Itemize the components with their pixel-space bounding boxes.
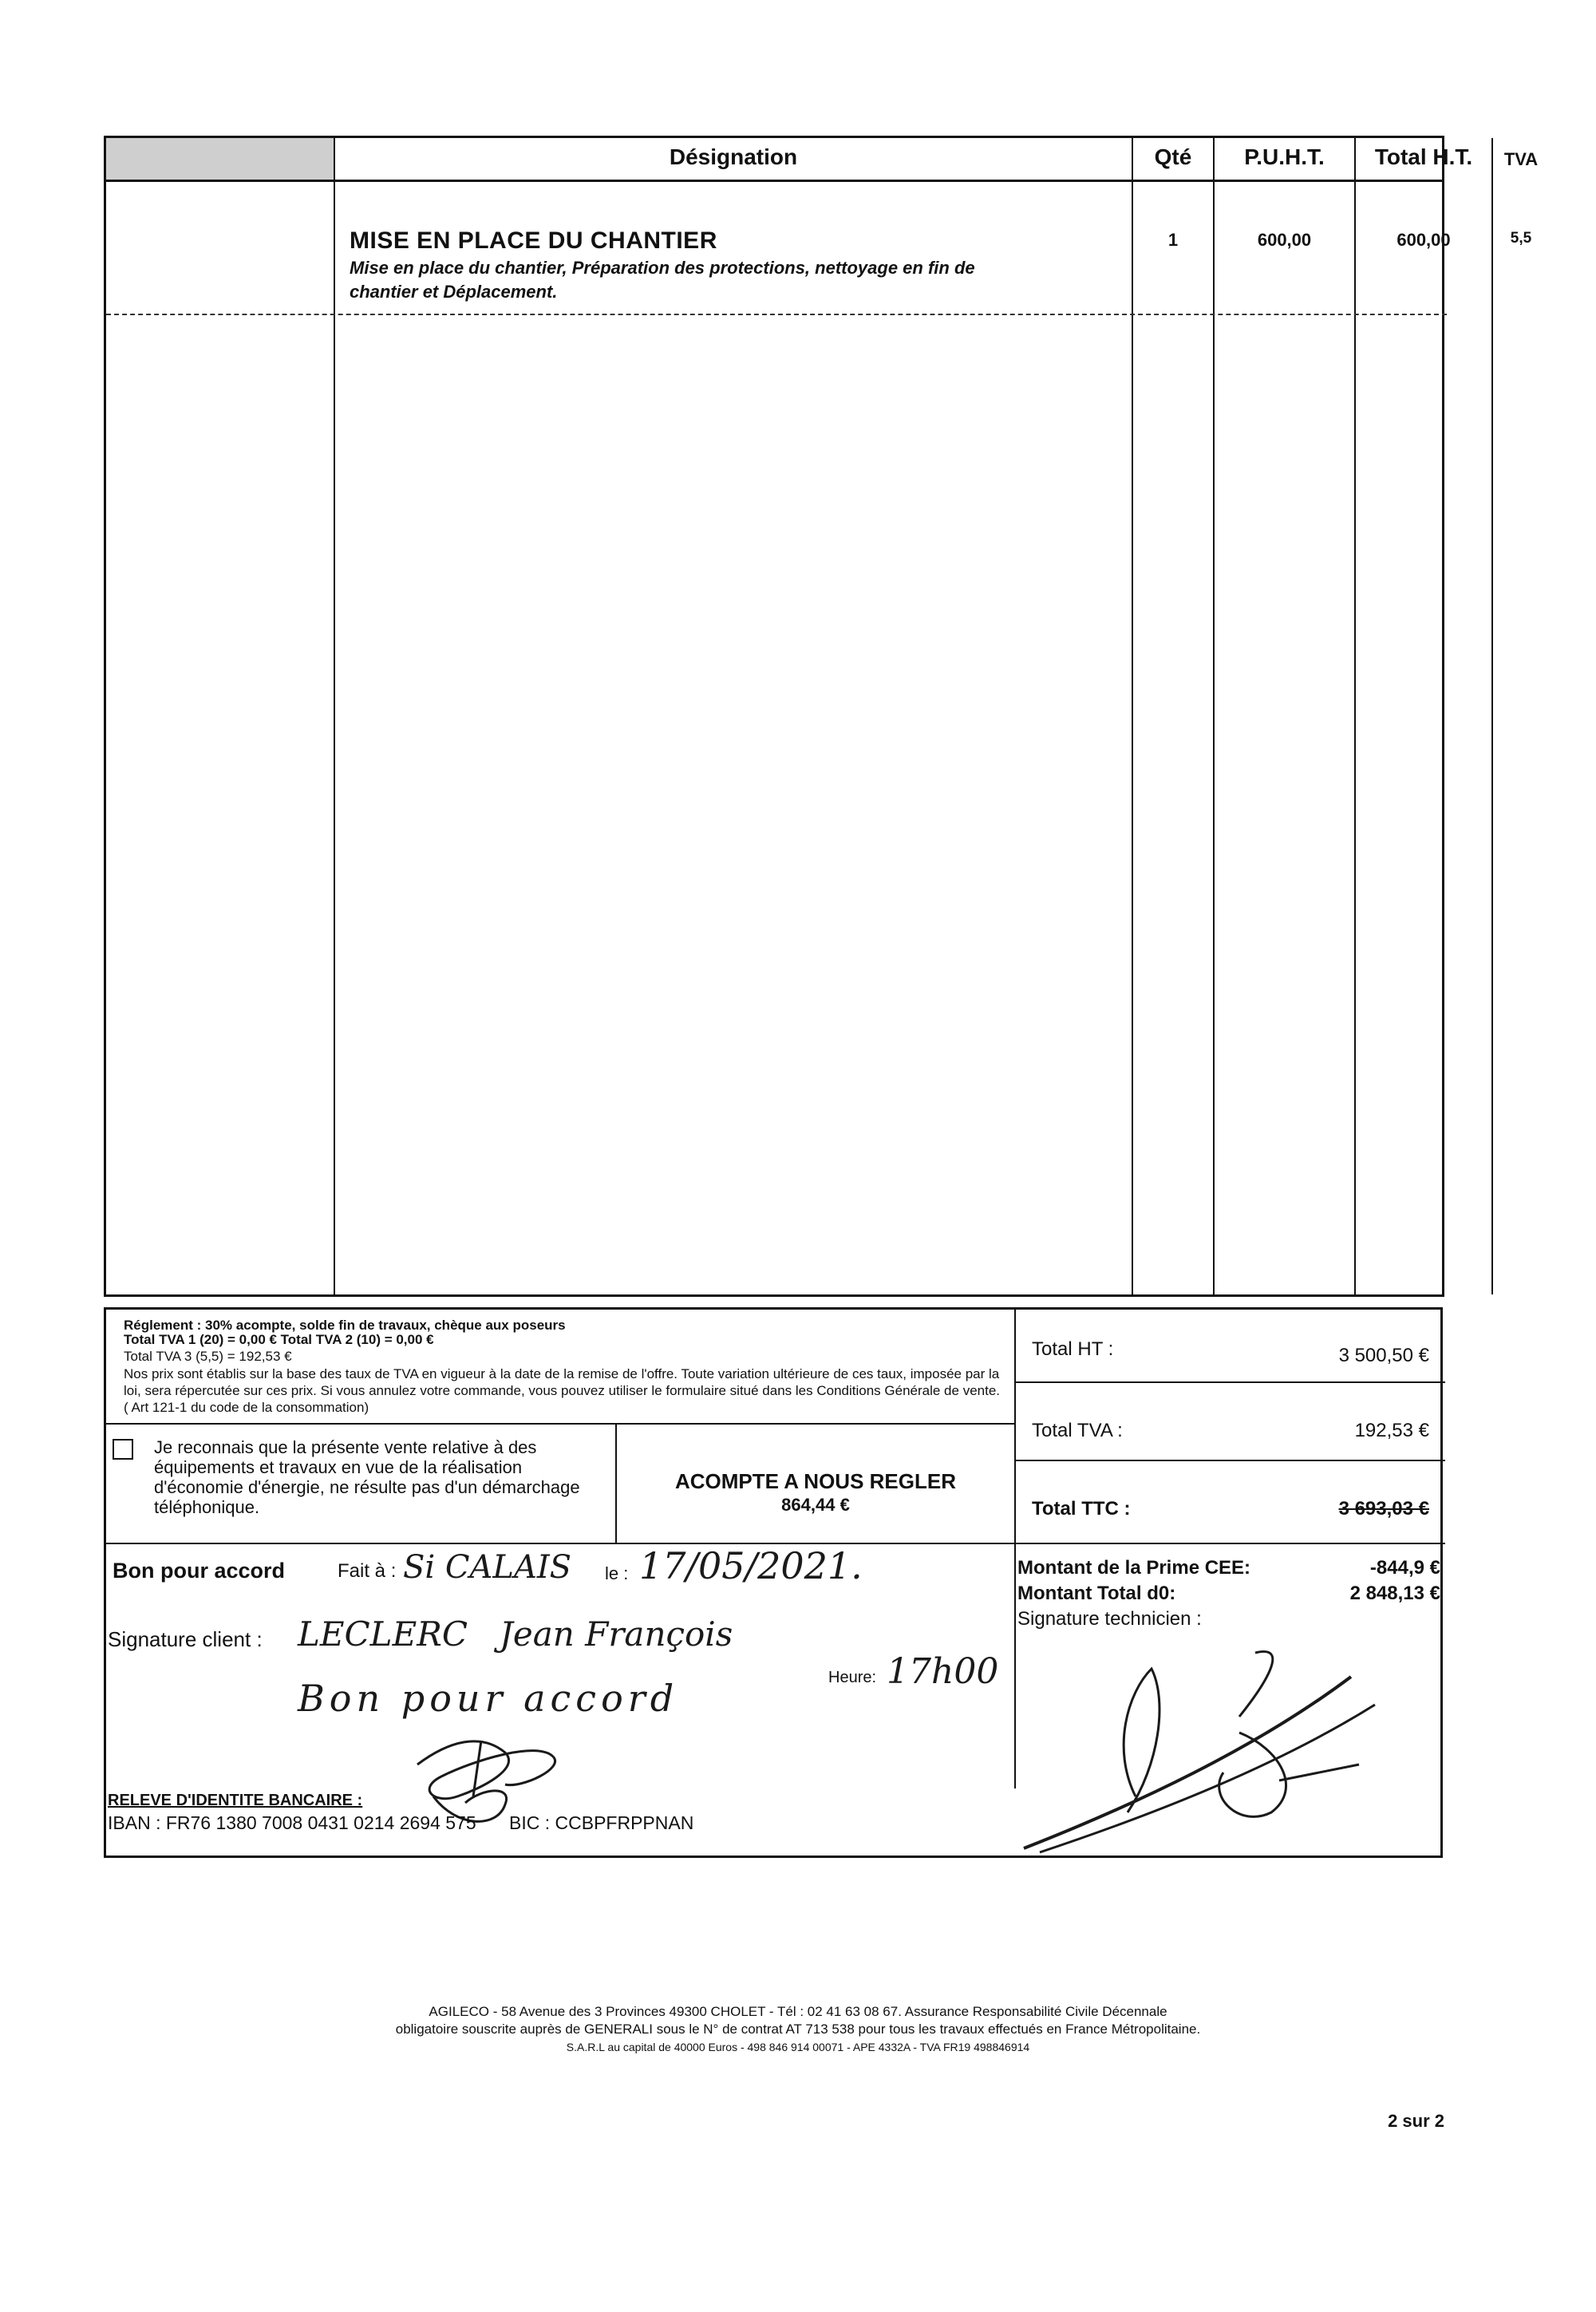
header-puht: P.U.H.T. [1244,144,1325,169]
signature-technicien-label: Signature technicien : [1017,1608,1202,1630]
rib-iban: IBAN : FR76 1380 7008 0431 0214 2694 575 [108,1812,476,1833]
prime-cee-label: Montant de la Prime CEE: [1017,1557,1251,1579]
total-ttc-value: 3 693,03 € [1338,1498,1429,1520]
divider [106,1423,1014,1425]
column-divider [1132,138,1133,1294]
technician-signature [1016,1629,1439,1860]
total-du-value: 2 848,13 € [1349,1583,1440,1604]
bon-pour-accord-label: Bon pour accord [113,1559,286,1583]
divider [1014,1381,1445,1383]
heure-label: Heure: [828,1669,877,1686]
footer-line-1: AGILECO - 58 Avenue des 3 Provinces 49300 CHOLET - Tél : 02 41 63 08 67. Assurance Responsabilité Civile Décennale [429,2004,1167,2019]
tva-line-1: Total TVA 1 (20) = 0,00 € Total TVA 2 (10) = 0,00 € [124,1332,434,1347]
row-separator [106,314,1447,315]
footer-line-3: S.A.R.L au capital de 40000 Euros - 498 846 914 00071 - APE 4332A - TVA FR19 498846914 [566,2041,1030,2053]
item-qty: 1 [1167,230,1179,250]
divider [1014,1460,1445,1461]
footer-line-2: obligatoire souscrite auprès de GENERALI sous le N° de contrat AT 713 538 pour tous les travaux effectués en France Métropolitaine. [395,2022,1201,2037]
reglement-text: Réglement : 30% acompte, solde fin de travaux, chèque aux poseurs [124,1318,566,1333]
acknowledgement-text: Je reconnais que la présente vente relative à des équipements et travaux en vue de la réalisation d'économie d'énergie, ne résulte pas d'un démarchage téléphonique. [154,1437,580,1517]
acompte-label: ACOMPTE A NOUS REGLER [675,1469,956,1493]
vat-notice: Nos prix sont établis sur la base des taux de TVA en vigueur à la date de la remise de l'offre. Toute variation ultérieure de ces taux, imposée par la loi, sera répercutée sur ces prix. Si vous annulez votre commande, vous pouvez utiliser le formulaire situé dans les Conditions Générale de vente. ( Art 121-1 du code de la consommation) [124,1366,1001,1415]
header-tva: TVA [1503,149,1539,169]
summary-block [104,1307,1443,1858]
item-tva: 5,5 [1510,230,1532,247]
header-shade [106,138,335,180]
rib-title: RELEVE D'IDENTITE BANCAIRE : [108,1792,363,1809]
item-puht: 600,00 [1257,230,1312,250]
acompte-value: 864,44 € [781,1495,850,1515]
header-total-ht: Total H.T. [1374,144,1473,169]
total-tva-label: Total TVA : [1032,1420,1123,1441]
bon-pour-accord-handwritten: Bon pour accord [298,1677,679,1720]
rib-bic: BIC : CCBPFRPPNAN [509,1812,694,1833]
table-header-row [106,138,1539,182]
header-designation: Désignation [669,144,798,169]
prime-cee-value: -844,9 € [1369,1557,1440,1579]
signature-client-label: Signature client : [108,1627,263,1651]
column-divider [1354,138,1356,1294]
date-handwritten: 17/05/2021. [639,1544,863,1587]
client-signature [385,1709,649,1828]
acknowledgement-checkbox[interactable] [113,1439,133,1460]
total-ttc-label: Total TTC : [1032,1498,1131,1520]
column-divider [1213,138,1215,1294]
tva-line-2: Total TVA 3 (5,5) = 192,53 € [124,1349,292,1364]
total-du-label: Montant Total d0: [1017,1583,1176,1604]
total-ht-label: Total HT : [1032,1338,1114,1360]
fait-a-label: Fait à : [338,1560,397,1582]
le-label: le : [605,1563,629,1583]
client-name-handwritten: LECLERC Jean François [298,1614,733,1654]
heure-handwritten: 17h00 [887,1651,999,1692]
header-qty: Qté [1154,144,1192,169]
footer [0,2003,1596,2056]
total-ht-value: 3 500,50 € [1338,1345,1429,1366]
item-description: Mise en place du chantier, Préparation des protections, nettoyage en fin de chantier et Déplacement. [350,258,975,302]
item-title: MISE EN PLACE DU CHANTIER [350,227,717,254]
fait-a-handwritten: Si CALAIS [403,1549,572,1586]
total-tva-value: 192,53 € [1354,1420,1429,1441]
page-number: 2 sur 2 [1388,2111,1444,2131]
item-total-ht: 600,00 [1396,230,1451,250]
column-divider [334,138,335,1294]
items-table [104,136,1539,1297]
column-divider [1491,138,1493,1294]
